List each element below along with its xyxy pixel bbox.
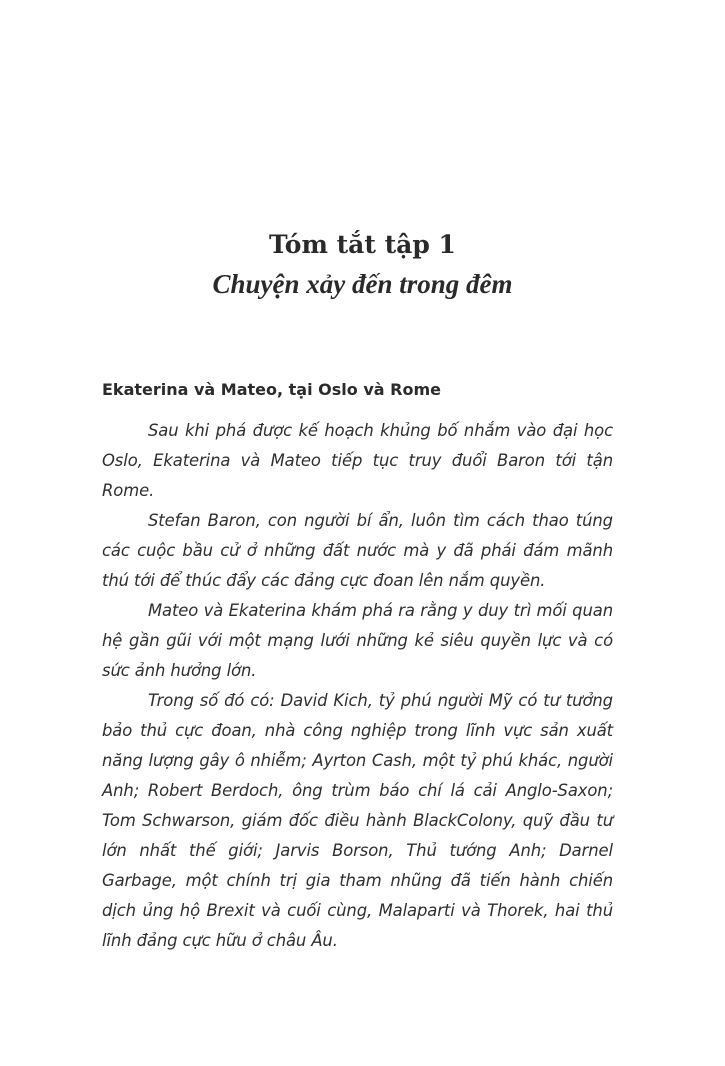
paragraph: Sau khi phá được kế hoạch khủng bố nhắm vào đại học Oslo, Ekaterina và Mateo tiếp tục truy đuổi Baron tới tận Rome.: [102, 421, 613, 500]
section-heading: Ekaterina và Mateo, tại Oslo và Rome: [102, 380, 441, 399]
page-title: Tóm tắt tập 1: [269, 230, 456, 259]
paragraph: Trong số đó có: David Kich, tỷ phú người Mỹ có tư tưởng bảo thủ cực đoan, nhà công nghiệp trong lĩnh vực sản xuất năng lượng gây ô nhiễm; Ayrton Cash, một tỷ phú khác, người Anh; Robert Berdoch, ông trùm báo chí lá cải Anglo-Saxon; Tom Schwarson, giám đốc điều hành BlackColony, quỹ đầu tư lớn nhất thế giới; Jarvis Borson, Thủ tướng Anh; Darnel Garbage, một chính trị gia tham nhũng đã tiến hành chiến dịch ủng hộ Brexit và cuối cùng, Malaparti và Thorek, hai thủ lĩnh đảng cực hữu ở châu Âu.: [102, 691, 613, 950]
paragraph: Mateo và Ekaterina khám phá ra rằng y duy trì mối quan hệ gần gũi với một mạng lưới những kẻ siêu quyền lực và có sức ảnh hưởng lớn.: [102, 601, 613, 680]
paragraph: Stefan Baron, con người bí ẩn, luôn tìm cách thao túng các cuộc bầu cử ở những đất nước mà y đã phái đám mãnh thú tới để thúc đẩy các đảng cực đoan lên nắm quyền.: [102, 511, 613, 590]
summary-section: [102, 378, 613, 956]
title-block: [0, 226, 725, 304]
page-subtitle: Chuyện xảy đến trong đêm: [212, 269, 513, 299]
